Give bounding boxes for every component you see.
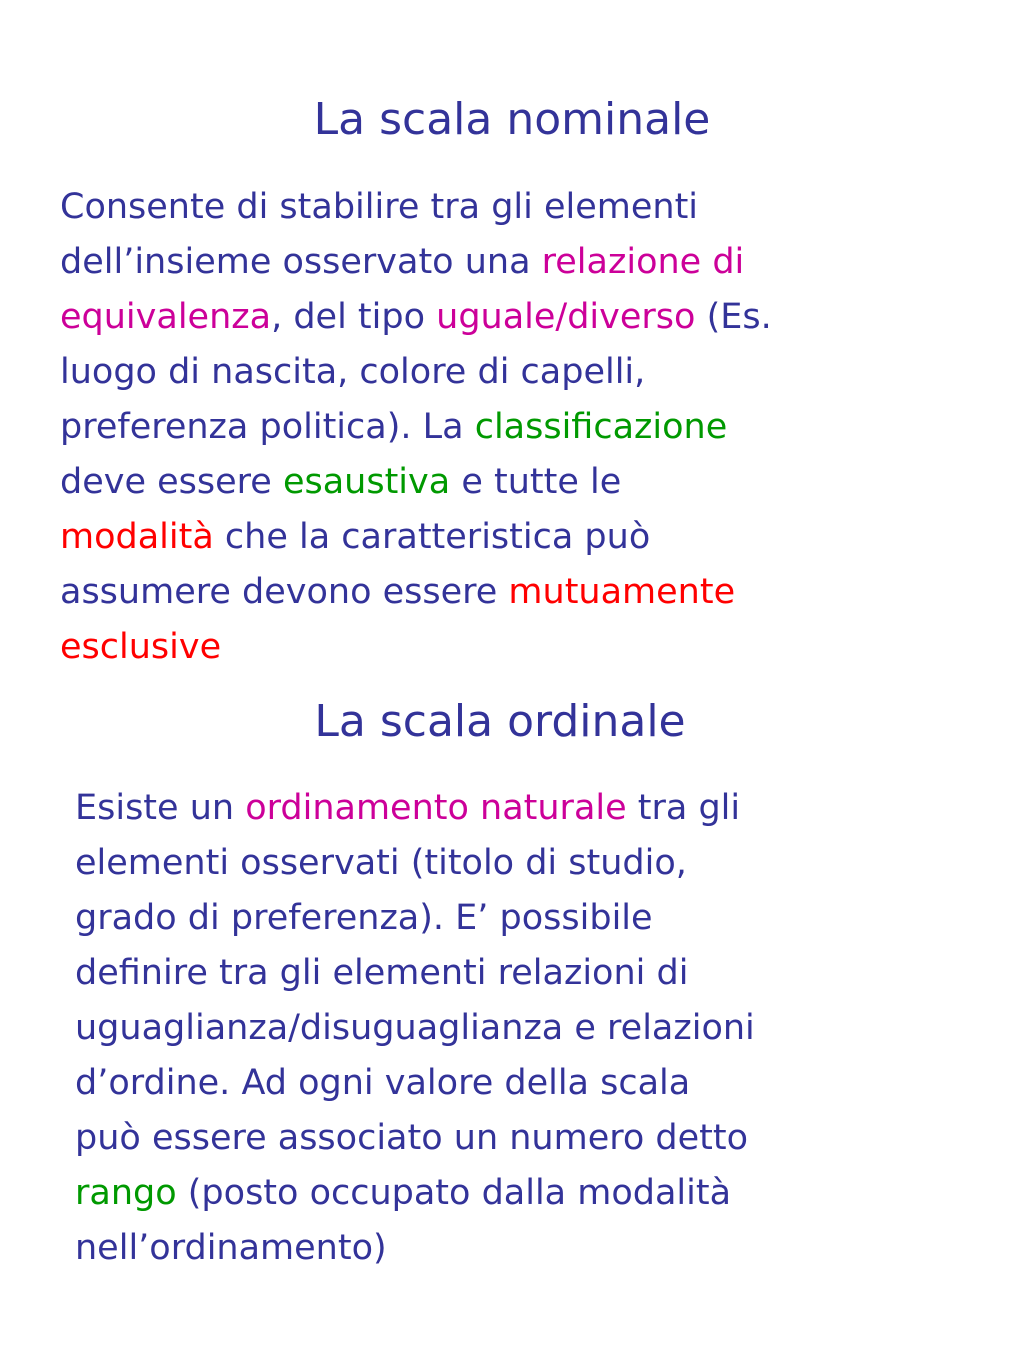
text-line: [75, 836, 755, 891]
section-title-nominale: La scala nominale: [313, 94, 711, 145]
text-line: [75, 1221, 755, 1276]
text-segment: luogo di nascita, colore di capelli,: [60, 352, 646, 392]
text-line: [75, 1056, 755, 1111]
text-line: [60, 235, 772, 290]
text-segment: Esiste un: [75, 788, 246, 828]
highlighted-term: mutuamente: [508, 572, 736, 612]
section-title-ordinale: La scala ordinale: [314, 696, 686, 747]
text-segment: e tutte le: [450, 462, 622, 502]
text-segment: uguaglianza/disuguaglianza e relazioni: [75, 1008, 755, 1048]
text-line: [75, 891, 755, 946]
highlighted-term: relazione di: [541, 242, 745, 282]
text-line: [75, 1001, 755, 1056]
text-segment: grado di preferenza). E’ possibile: [75, 898, 653, 938]
text-segment: preferenza politica). La: [60, 407, 475, 447]
highlighted-term: esclusive: [60, 627, 222, 667]
text-segment: tra gli: [626, 788, 741, 828]
text-segment: d’ordine. Ad ogni valore della scala: [75, 1063, 691, 1103]
text-line: [75, 781, 755, 836]
text-segment: dell’insieme osservato una: [60, 242, 542, 282]
text-segment: nell’ordinamento): [75, 1228, 387, 1268]
text-line: [75, 946, 755, 1001]
text-line: [60, 400, 772, 455]
highlighted-term: esaustiva: [282, 462, 451, 502]
text-line: [60, 565, 772, 620]
text-segment: , del tipo: [271, 297, 437, 337]
text-line: [60, 620, 772, 675]
text-segment: definire tra gli elementi relazioni di: [75, 953, 689, 993]
text-line: [60, 180, 772, 235]
highlighted-term: rango: [75, 1173, 177, 1213]
highlighted-term: modalità: [60, 517, 214, 557]
text-segment: assumere devono essere: [60, 572, 509, 612]
text-line: [75, 1166, 755, 1221]
highlighted-term: ordinamento naturale: [245, 788, 627, 828]
highlighted-term: classificazione: [474, 407, 728, 447]
text-line: [60, 455, 772, 510]
text-line: [60, 290, 772, 345]
text-line: [60, 510, 772, 565]
text-segment: (Es.: [695, 297, 772, 337]
paragraph-nominale: [60, 180, 772, 675]
text-line: [60, 345, 772, 400]
text-segment: che la caratteristica può: [213, 517, 651, 557]
highlighted-term: uguale/diverso: [436, 297, 696, 337]
paragraph-ordinale: [75, 781, 755, 1276]
text-line: [75, 1111, 755, 1166]
highlighted-term: equivalenza: [60, 297, 272, 337]
text-segment: (posto occupato dalla modalità: [176, 1173, 732, 1213]
text-segment: Consente di stabilire tra gli elementi: [60, 187, 699, 227]
text-segment: può essere associato un numero detto: [75, 1118, 749, 1158]
text-segment: elementi osservati (titolo di studio,: [75, 843, 687, 883]
text-segment: deve essere: [60, 462, 283, 502]
